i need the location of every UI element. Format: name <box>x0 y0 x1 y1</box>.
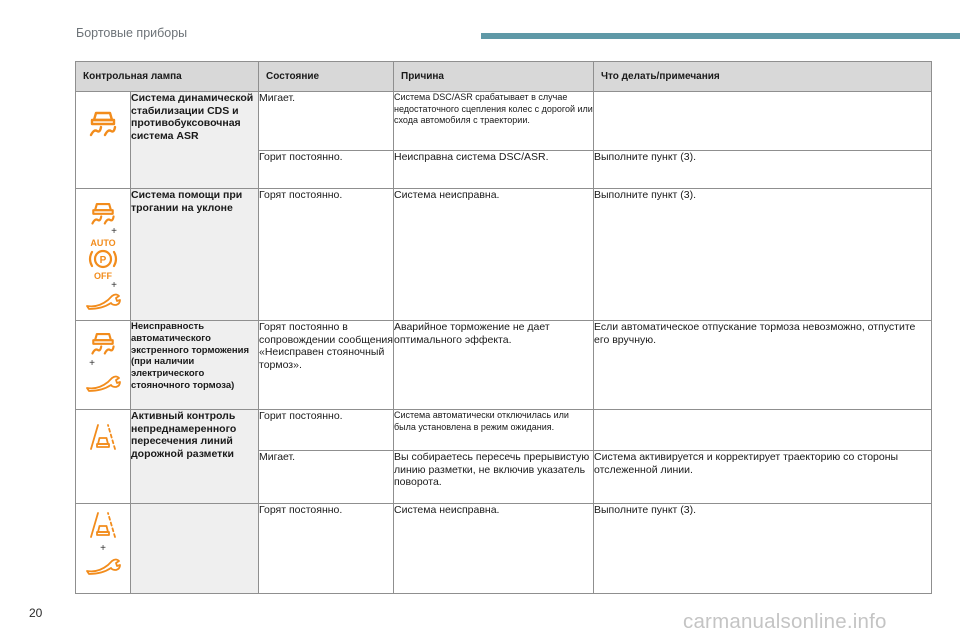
state-cell: Мигает. <box>259 451 394 504</box>
lamp-name: Система динамической стабилизации CDS и противобуксовочная система ASR <box>131 92 259 189</box>
state-cell: Горят постоянно. <box>259 504 394 594</box>
plus-sign: + <box>100 543 106 554</box>
table-row <box>76 504 932 594</box>
stability-control-icon <box>86 105 120 139</box>
lane-keeping-icon <box>88 510 118 540</box>
table-row <box>76 410 932 451</box>
action-cell <box>594 92 932 151</box>
table-row <box>76 321 932 410</box>
table-row <box>76 92 932 151</box>
state-cell: Мигает. <box>259 92 394 151</box>
lamp-icon-cell <box>76 92 131 189</box>
cause-cell: Система неисправна. <box>394 504 594 594</box>
auto-label: AUTO <box>90 238 116 248</box>
stability-control-icon <box>86 327 120 357</box>
table-header-row <box>76 62 932 92</box>
state-cell: Горит постоянно. <box>259 410 394 451</box>
lamp-icon-cell <box>76 321 131 410</box>
action-cell <box>594 410 932 451</box>
page-number: 20 <box>29 606 43 620</box>
column-header-lamp: Контрольная лампа <box>76 62 259 92</box>
lamp-name: Неисправность автоматического экстренного торможения (при наличии электрического стояночного тормоза) <box>131 321 259 410</box>
action-cell: Выполните пункт (3). <box>594 189 932 321</box>
lamp-icon-cell <box>76 189 131 321</box>
wrench-icon <box>84 556 122 576</box>
plus-sign: + <box>89 358 95 369</box>
warning-lamp-table <box>75 61 932 594</box>
lane-keeping-icon <box>88 422 118 452</box>
state-cell: Горят постоянно. <box>259 189 394 321</box>
stability-control-icon <box>86 197 120 227</box>
action-cell: Выполните пункт (3). <box>594 151 932 189</box>
plus-sign: + <box>111 226 117 237</box>
action-cell: Система активируется и корректирует траекторию со стороны отслеженной линии. <box>594 451 932 504</box>
lamp-name: Активный контроль непреднамеренного пересечения линий дорожной разметки <box>131 410 259 504</box>
plus-sign: + <box>111 280 117 291</box>
cause-cell: Система неисправна. <box>394 189 594 321</box>
action-cell: Выполните пункт (3). <box>594 504 932 594</box>
column-header-cause: Причина <box>394 62 594 92</box>
lamp-name-continued <box>131 504 259 594</box>
cause-cell: Система DSC/ASR срабатывает в случае недостаточного сцепления колес с дорогой или схода автомобиля с траектории. <box>394 92 594 151</box>
state-cell: Горят постоянно в сопровождении сообщения «Неисправен стояночный тормоз». <box>259 321 394 410</box>
cause-cell: Аварийное торможение не дает оптимального эффекта. <box>394 321 594 410</box>
state-cell: Горит постоянно. <box>259 151 394 189</box>
cause-cell: Неисправна система DSC/ASR. <box>394 151 594 189</box>
off-label: OFF <box>94 271 112 281</box>
action-cell: Если автоматическое отпускание тормоза невозможно, отпустите его вручную. <box>594 321 932 410</box>
lamp-icon-cell <box>76 410 131 504</box>
column-header-action: Что делать/примечания <box>594 62 932 92</box>
cause-cell: Вы собираетесь пересечь прерывистую линию разметки, не включив указатель поворота. <box>394 451 594 504</box>
section-accent-bar <box>481 33 960 39</box>
wrench-icon <box>84 373 122 393</box>
p-label: P <box>99 255 107 266</box>
section-title: Бортовые приборы <box>76 26 188 40</box>
wrench-icon <box>84 291 122 311</box>
auto-parking-brake-icon <box>83 237 123 281</box>
watermark: carmanualsonline.info <box>683 610 887 633</box>
table-row <box>76 189 932 321</box>
cause-cell: Система автоматически отключилась или была установлена в режим ожидания. <box>394 410 594 451</box>
lamp-name: Система помощи при трогании на уклоне <box>131 189 259 321</box>
lamp-icon-cell <box>76 504 131 594</box>
column-header-state: Состояние <box>259 62 394 92</box>
